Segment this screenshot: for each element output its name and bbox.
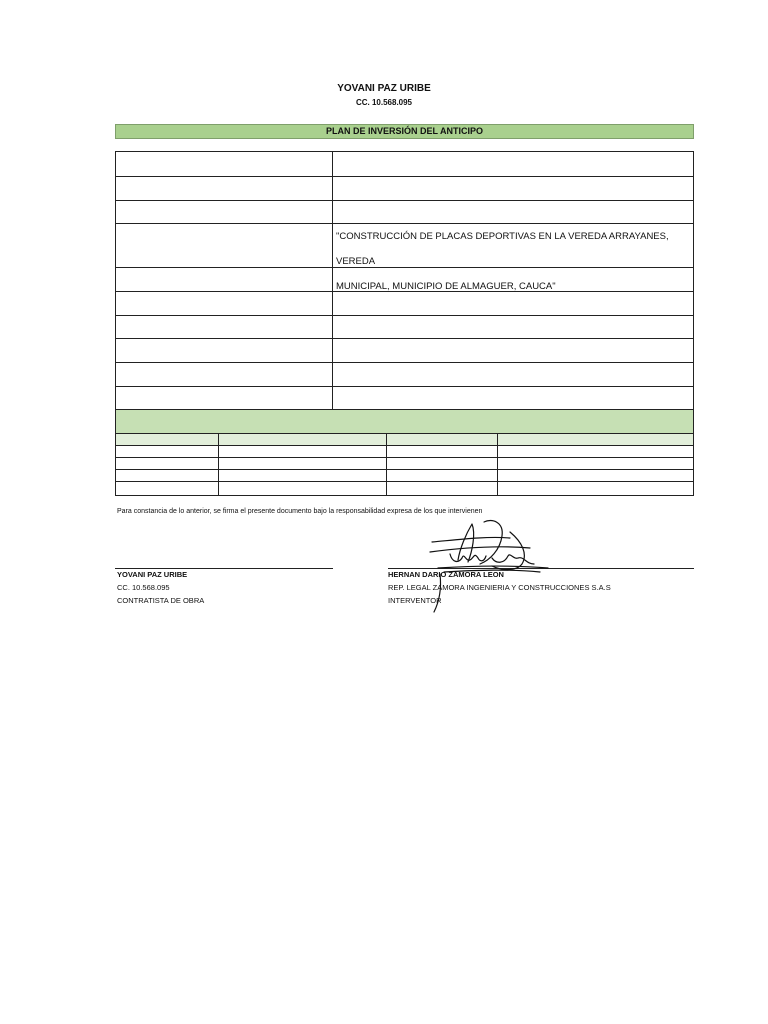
form-row-10 (116, 387, 693, 410)
supervisor-signature-block (388, 568, 611, 607)
supervisor-name: HERNAN DARIO ZAMORA LEON (388, 570, 504, 579)
investment-section-band (116, 410, 693, 434)
project-line-2: MUNICIPAL, MUNICIPIO DE ALMAGUER, CAUCA" (336, 281, 556, 292)
form-row-label-cell (116, 363, 333, 386)
form-row-2 (116, 177, 693, 201)
supervisor-role: INTERVENTOR (388, 596, 442, 605)
form-row-label-cell (116, 224, 333, 267)
form-row-label-cell (116, 339, 333, 362)
form-row-label-cell (116, 201, 333, 223)
form-row-label-cell (116, 177, 333, 200)
form-row-7 (116, 316, 693, 339)
investment-col-divider-2 (386, 434, 387, 495)
investment-subheader-row (116, 434, 693, 446)
project-line-1: "CONSTRUCCIÓN DE PLACAS DEPORTIVAS EN LA VEREDA ARRAYANES, VEREDA (336, 231, 669, 267)
contractor-cc: CC. 10.568.095 (117, 583, 170, 592)
supervisor-company: REP. LEGAL ZAMORA INGENIERIA Y CONSTRUCCIONES S.A.S (388, 583, 611, 592)
form-row-8 (116, 339, 693, 363)
contractor-signature-block (117, 568, 204, 607)
header-cc: CC. 10.568.095 (355, 98, 413, 107)
form-row-label-cell (116, 268, 333, 291)
form-row-3 (116, 201, 693, 224)
form-row-label-cell (116, 152, 333, 176)
investment-form-table (115, 151, 694, 496)
investment-col-divider-1 (218, 434, 219, 495)
investment-row-1 (116, 446, 693, 458)
form-row-label-cell (116, 387, 333, 409)
investment-row-2 (116, 458, 693, 470)
investment-row-4 (116, 482, 693, 495)
contractor-name: YOVANI PAZ URIBE (117, 570, 188, 579)
form-row-label-cell (116, 316, 333, 338)
footer-note: Para constancia de lo anterior, se firma el presente documento bajo la responsabilidad expresa de los que intervienen (117, 508, 483, 515)
form-row-1 (116, 152, 693, 177)
form-row-label-cell (116, 292, 333, 315)
project-description (336, 224, 691, 299)
investment-row-3 (116, 470, 693, 482)
header-name: YOVANI PAZ URIBE (337, 83, 431, 94)
form-row-9 (116, 363, 693, 387)
document-title: PLAN DE INVERSIÓN DEL ANTICIPO (115, 124, 694, 139)
investment-col-divider-3 (497, 434, 498, 495)
contractor-role: CONTRATISTA DE OBRA (117, 596, 205, 605)
